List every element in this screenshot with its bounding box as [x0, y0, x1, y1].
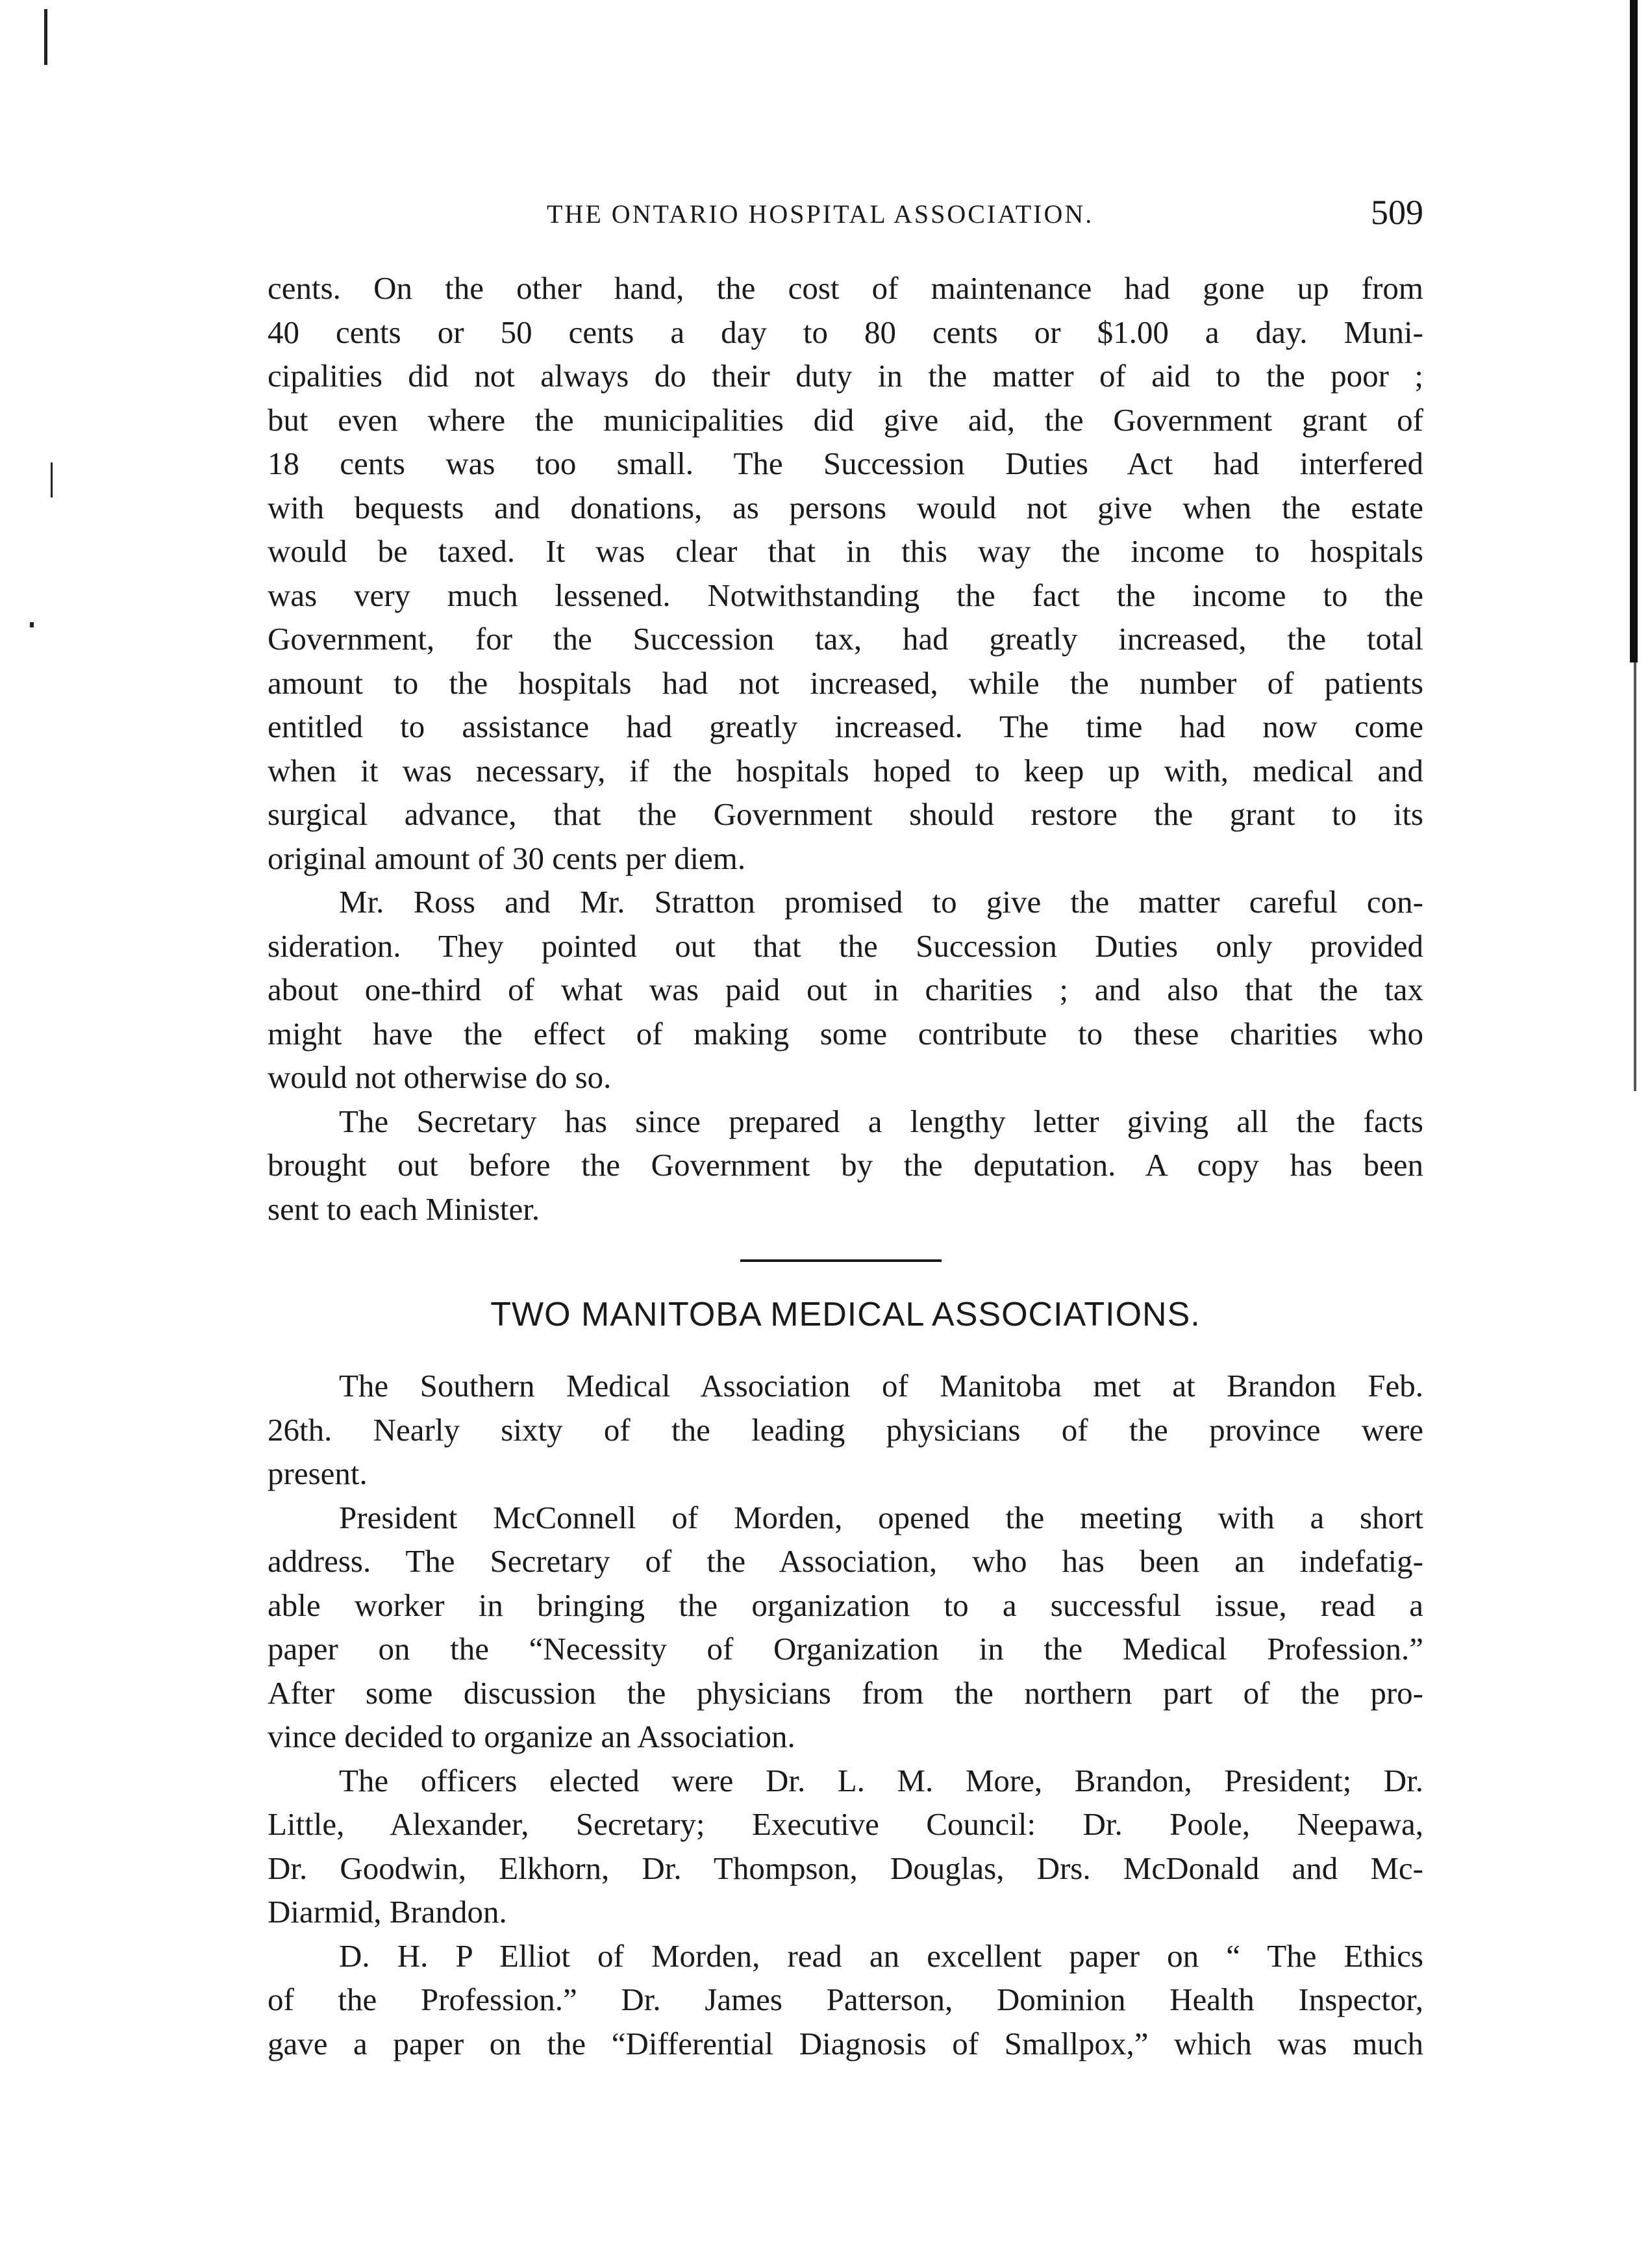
text-line: President McConnell of Morden, opened the meeting with a short	[339, 1499, 1423, 1535]
text-line: 26th. Nearly sixty of the leading physicians of the province were	[268, 1411, 1423, 1448]
text-line: Mr. Ross and Mr. Stratton promised to give the matter careful con-	[339, 884, 1423, 920]
text-line: present.	[268, 1455, 368, 1491]
page-number: 509	[1371, 193, 1423, 232]
text-line: of the Profession.” Dr. James Patterson, Dominion Health Inspector,	[268, 1982, 1423, 2017]
paragraph	[268, 1934, 1423, 2066]
text-line: D. H. P Elliot of Morden, read an excellent paper on “ The Ethics	[339, 1937, 1423, 1974]
paragraph	[268, 880, 1423, 1100]
text-line: able worker in bringing the organization to a successful issue, read a	[268, 1587, 1423, 1623]
text-line: cents. On the other hand, the cost of maintenance had gone up from	[268, 270, 1423, 306]
scan-mark-left-2	[30, 622, 34, 627]
text-line: entitled to assistance had greatly increased. The time had now come	[268, 709, 1423, 744]
text-line: cipalities did not always do their duty in the matter of aid to the poor ;	[268, 358, 1423, 394]
text-line: was very much lessened. Notwithstanding the fact the income to the	[268, 577, 1423, 613]
text-line: Diarmid, Brandon.	[268, 1894, 507, 1930]
text-line: The Secretary has since prepared a lengthy letter giving all the facts	[339, 1103, 1423, 1139]
scan-edge-right	[1630, 0, 1638, 662]
text-line: but even where the municipalities did give aid, the Government grant of	[268, 401, 1423, 438]
text-line: when it was necessary, if the hospitals hoped to keep up with, medical and	[268, 752, 1423, 788]
running-title: THE ONTARIO HOSPITAL ASSOCIATION.	[547, 199, 1094, 229]
scan-mark-top-left	[44, 9, 47, 65]
text-line: brought out before the Government by the deputation. A copy has been	[268, 1147, 1423, 1183]
paragraph	[268, 1364, 1423, 1496]
scan-edge-right-thin	[1634, 662, 1636, 1091]
text-line: might have the effect of making some contribute to these charities who	[268, 1015, 1423, 1052]
paragraph	[268, 1100, 1423, 1231]
paragraph	[268, 1496, 1423, 1759]
text-line: gave a paper on the “Differential Diagnosis of Smallpox,” which was much	[268, 2025, 1423, 2061]
text-line: about one-third of what was paid out in charities ; and also that the tax	[268, 972, 1423, 1007]
paragraph	[268, 266, 1423, 880]
text-line: with bequests and donations, as persons would not give when the estate	[268, 489, 1423, 525]
text-line: After some discussion the physicians from the northern part of the pro-	[268, 1674, 1423, 1711]
running-head	[268, 192, 1423, 238]
text-line: The officers elected were Dr. L. M. More, Brandon, President; Dr.	[339, 1762, 1423, 1798]
text-line: Little, Alexander, Secretary; Executive Council: Dr. Poole, Neepawa,	[268, 1806, 1423, 1842]
text-line: Dr. Goodwin, Elkhorn, Dr. Thompson, Douglas, Drs. McDonald and Mc-	[268, 1850, 1423, 1886]
text-line: sideration. They pointed out that the Succession Duties only provided	[268, 927, 1423, 964]
text-line: vince decided to organize an Association.	[268, 1719, 795, 1754]
text-line: surgical advance, that the Government should restore the grant to its	[268, 796, 1423, 832]
body-text-top	[268, 266, 1423, 1231]
text-line: would be taxed. It was clear that in this way the income to hospitals	[268, 533, 1423, 569]
text-line: would not otherwise do so.	[268, 1059, 612, 1095]
text-line: original amount of 30 cents per diem.	[268, 840, 746, 876]
text-line: 40 cents or 50 cents a day to 80 cents or $1.00 a day. Muni-	[268, 314, 1423, 350]
text-line: sent to each Minister.	[268, 1191, 540, 1227]
text-line: paper on the “Necessity of Organization in the Medical Profession.”	[268, 1631, 1423, 1667]
section-heading: TWO MANITOBA MEDICAL ASSOCIATIONS.	[490, 1296, 1201, 1333]
text-line: address. The Secretary of the Association, who has been an indefatig-	[268, 1543, 1423, 1579]
text-line: amount to the hospitals had not increased, while the number of patients	[268, 664, 1423, 701]
body-text-bottom	[268, 1364, 1423, 2065]
scan-mark-left-1	[51, 462, 53, 498]
text-line: The Southern Medical Association of Manitoba met at Brandon Feb.	[339, 1368, 1423, 1404]
paragraph	[268, 1759, 1423, 1934]
text-line: 18 cents was too small. The Succession Duties Act had interfered	[268, 446, 1423, 481]
section-divider	[740, 1259, 942, 1262]
text-line: Government, for the Succession tax, had greatly increased, the total	[268, 621, 1423, 657]
